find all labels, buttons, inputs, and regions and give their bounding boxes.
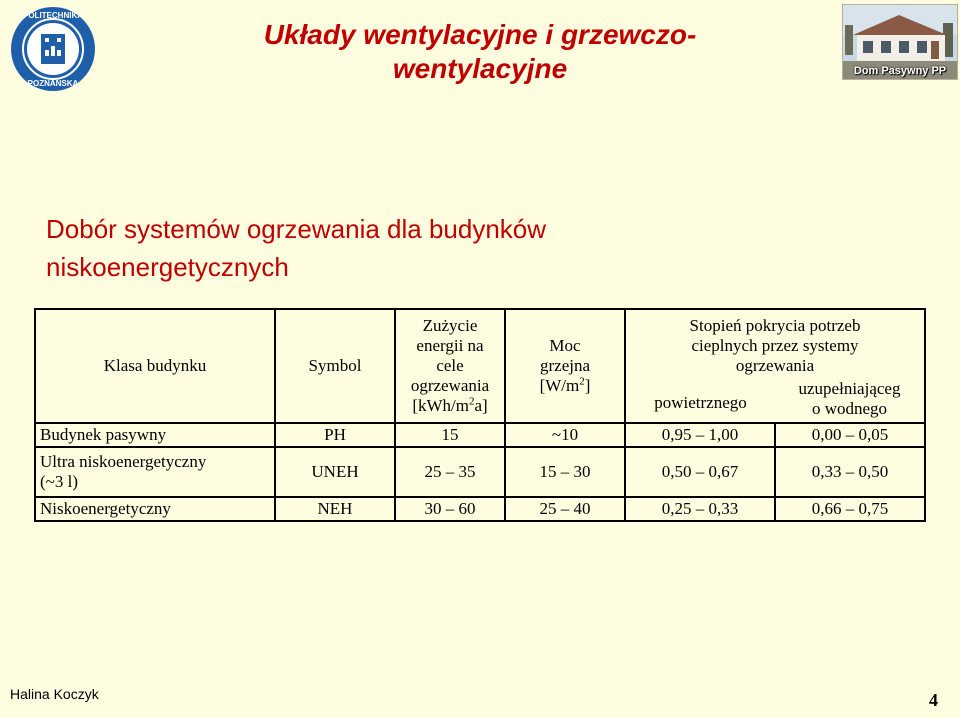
- cell-energy: 25 – 35: [395, 447, 505, 497]
- cell-air: 0,50 – 0,67: [625, 447, 775, 497]
- slide-title: [200, 18, 760, 86]
- footer-author: Halina Koczyk: [10, 686, 99, 702]
- header-heating-power: Moc grzejna $[W/m^2]$: [505, 309, 625, 423]
- heating-systems-table: [34, 308, 926, 522]
- university-logo: [10, 6, 96, 92]
- cell-energy: 15: [395, 423, 505, 447]
- section-heading: [46, 210, 766, 286]
- cell-water: 0,66 – 0,75: [775, 497, 925, 521]
- cell-class: Budynek pasywny: [35, 423, 275, 447]
- cell-power: 15 – 30: [505, 447, 625, 497]
- cell-water: 0,00 – 0,05: [775, 423, 925, 447]
- cell-symbol: PH: [275, 423, 395, 447]
- cell-symbol: NEH: [275, 497, 395, 521]
- header-energy-use: Zużycie energii na cele ogrzewania $[kWh/m^2a]$: [395, 309, 505, 423]
- table-header-row: [35, 309, 925, 378]
- svg-text:POZNAŃSKA: POZNAŃSKA: [27, 79, 79, 88]
- section-heading-line1: Dobór systemów ogrzewania dla budynków: [46, 214, 547, 244]
- passive-house-photo: [842, 4, 958, 80]
- cell-air: 0,25 – 0,33: [625, 497, 775, 521]
- page-number: 4: [929, 690, 938, 710]
- slide-title-line2: wentylacyjne: [392, 53, 568, 84]
- table-row: [35, 447, 925, 497]
- header-coverage: Stopień pokrycia potrzeb cieplnych przez systemy ogrzewania: [625, 309, 925, 378]
- table-row: [35, 423, 925, 447]
- table-row: [35, 497, 925, 521]
- photo-caption: Dom Pasywny PP: [853, 65, 947, 77]
- header-symbol: Symbol: [275, 309, 395, 423]
- slide-title-line1: Układy wentylacyjne i grzewczo-: [263, 19, 697, 50]
- cell-air: 0,95 – 1,00: [625, 423, 775, 447]
- cell-energy: 30 – 60: [395, 497, 505, 521]
- cell-class: Niskoenergetyczny: [35, 497, 275, 521]
- cell-power: 25 – 40: [505, 497, 625, 521]
- svg-text:POLITECHNIKA: POLITECHNIKA: [23, 11, 83, 20]
- cell-symbol: UNEH: [275, 447, 395, 497]
- cell-power: ~10: [505, 423, 625, 447]
- cell-water: 0,33 – 0,50: [775, 447, 925, 497]
- header-building-class: Klasa budynku: [35, 309, 275, 423]
- section-heading-line2: niskoenergetycznych: [46, 252, 289, 282]
- cell-class: Ultra niskoenergetyczny (~3 l): [35, 447, 275, 497]
- header-water-system: uzupełniająceg o wodnego: [775, 378, 925, 423]
- header-air-system: powietrznego: [625, 378, 775, 423]
